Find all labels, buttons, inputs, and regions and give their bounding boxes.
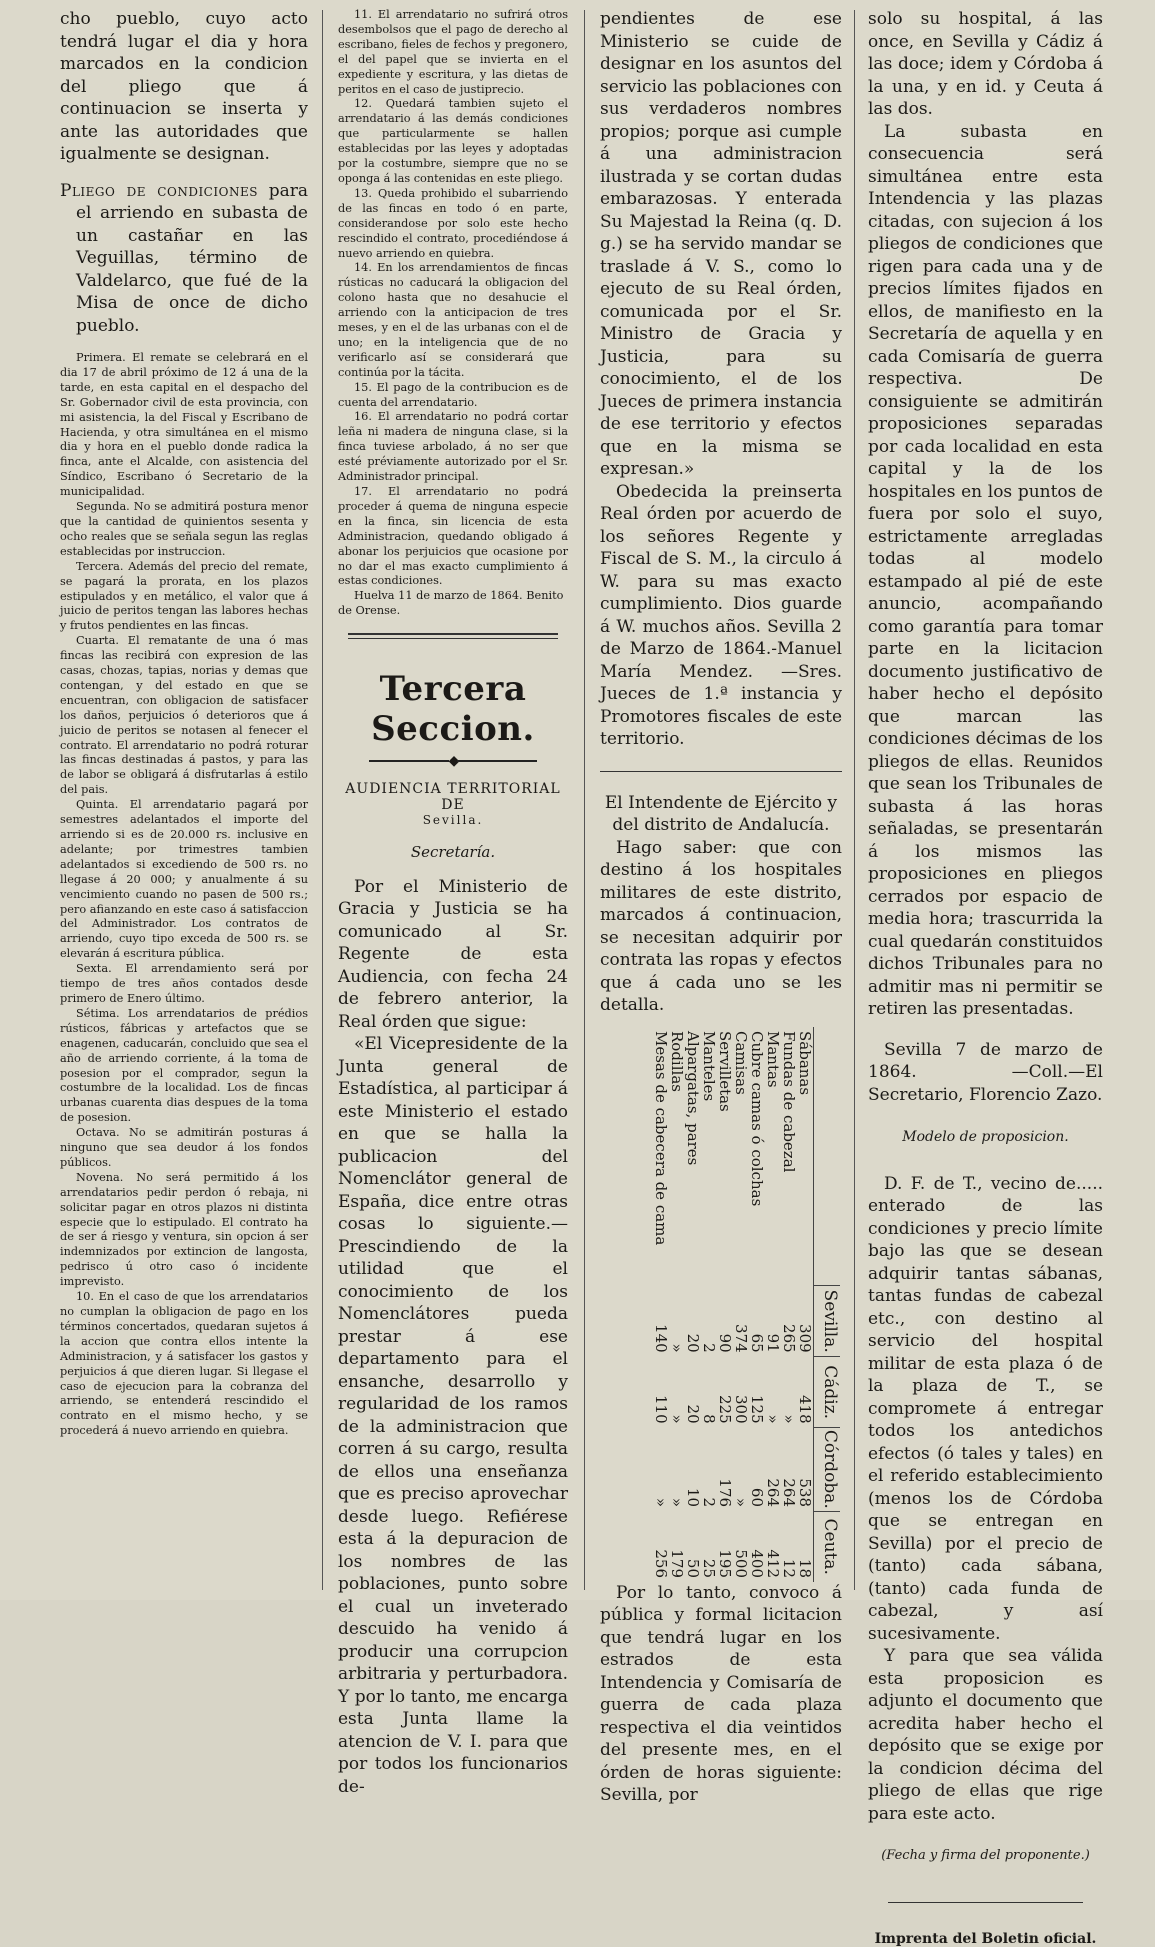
condition-paragraph: Octava. No se admitirán posturas á ninguno que sea deudor á los fondos públicos. [60, 1126, 308, 1169]
condition-paragraph: Sétima. Los arrendatarios de prédios rústicos, fábricas y artefactos que se enagenen, caducarán, concluido que sea el año de arriendo corriente, á la toma de posesion por el comprador, segun la costumbre de la localidad. Los de fincas urbanas cuarenta dias despues de la toma de posesion. [60, 1006, 308, 1125]
intro-text: cho pueblo, cuyo acto tendrá lugar el dia y hora marcados en la condicion del pliego que á continuacion se inserta y ante las autoridades que igualmente se designan. [60, 9, 308, 164]
item-quantity: 225 [716, 1394, 734, 1424]
modelo-paragraph: Y para que sea válida esta proposicion es adjunto el documento que acredita haber hecho el depósito que se exige por la condicion décima del pliego de ellas que rige para este acto. [868, 1646, 1103, 1824]
column-2 [338, 8, 568, 1797]
condition-paragraph: 14. En los arrendamientos de fincas rústicas no caducará la obligacion del colono hasta que no desahucie el arriendo con la anticipacion de tres meses, y en el de las urbanas con el de uno; en la inteligencia que de no verificarlo así se considerará que continúa por la tácita. [338, 261, 568, 379]
item-quantity: » [668, 1343, 686, 1353]
firma-line: (Fecha y firma del proponente.) [881, 1848, 1090, 1863]
column-rule [322, 10, 323, 1590]
item-quantity: 309 [796, 1323, 814, 1353]
table-row [797, 1027, 814, 1582]
item-quantity: 20 [684, 1404, 702, 1424]
pliego-title-caps: Pliego de condiciones [60, 180, 258, 201]
divider [888, 1902, 1083, 1903]
item-quantity: 65 [748, 1333, 766, 1353]
signature-line: Huelva 11 de marzo de 1864. Benito de Orense. [338, 589, 564, 618]
item-label: Manteles [700, 1030, 718, 1101]
item-label: Alpargatas, pares [684, 1030, 702, 1165]
column-3 [600, 8, 842, 1805]
table-header: Córdoba. [814, 1427, 841, 1510]
item-label: Mantas [764, 1030, 782, 1088]
item-quantity: 264 [780, 1477, 798, 1507]
supplies-table [600, 1027, 842, 1582]
item-label: Camisas [732, 1030, 750, 1095]
table-row [781, 1027, 797, 1582]
item-quantity: 91 [764, 1333, 782, 1353]
body-paragraph: pendientes de ese Ministerio se cuide de designar en los asuntos del servicio las poblaciones con sus verdaderos nombres propios; porque asi cumple á una administracion ilustrada y se cortan dudas embarazosas. Y enterada Su Majestad la Reina (q. D. g.) se ha servido mandar se traslade á V. S., como lo ejecuto de su Real órden, comunicada por el Sr. Ministro de Gracia y Justicia, para su conocimiento, el de los Jueces de primera instancia de ese territorio y efectos que en la misma se expresan.» [600, 9, 842, 479]
item-label: Servilletas [716, 1030, 734, 1112]
item-label: Fundas de cabezal [780, 1030, 798, 1172]
condition-paragraph: Tercera. Además del precio del remate, se pagará la prorata, en los plazos estipulados y en metálico, el valor que á juicio de peritos tengan las labores hechas y frutos pendientes en las fincas. [60, 559, 308, 633]
item-quantity: 12 [780, 1558, 798, 1578]
condition-paragraph: Primera. El remate se celebrará en el dia 17 de abril próximo de 12 á una de la tarde, en esta capital en el despacho del Sr. Gobernador civil de esta provincia, con mi asistencia, la del Fiscal y Escribano de Hacienda, y otra simultánea en el mismo dia y hora en el pueblo donde radica la finca, ante el Alcalde, con asistencia del Síndico, Escribano ó Secretario de la municipalidad. [60, 351, 308, 499]
body-paragraph: Por el Ministerio de Gracia y Justicia se ha comunicado al Sr. Regente de esta Audiencia, con fecha 24 de febrero anterior, la Real órden que sigue: [338, 876, 568, 1032]
item-quantity: » [668, 1497, 686, 1507]
item-quantity: 60 [748, 1487, 766, 1507]
column-1 [60, 8, 308, 1592]
item-quantity: 412 [764, 1548, 782, 1578]
item-label: Mesas de cabecera de cama [652, 1030, 670, 1245]
column-rule [584, 10, 585, 1590]
item-quantity: 2 [700, 1496, 718, 1507]
pliego-title-rest: para el arriendo en subasta de un castañar en las Veguillas, término de Valdelarco, que fué de la Misa de once de dicho pueblo. [76, 180, 308, 336]
item-quantity: 10 [684, 1487, 702, 1507]
condition-paragraph: 10. En el caso de que los arrendatarios no cumplan la obligacion de pago en los términos concertados, quedaran sujetos á la accion que contra ellos intente la Administracion, y á satisfacer los gastos y perjuicios á que dieren lugar. Si llegase el caso de ejecucion para la cobranza del arriendo, se entenderá rescindido el contrato en el mismo hecho, y se procederá á nuevo arriendo en quiebra. [60, 1290, 308, 1438]
item-quantity: 400 [748, 1548, 766, 1578]
item-quantity: 418 [796, 1394, 814, 1424]
condition-paragraph: 12. Quedará tambien sujeto el arrendatario á las demás condiciones que particularmente se hallen establecidas por las leyes y adoptadas por la costumbre, siempre que no se oponga á las contenidas en este pliego. [338, 97, 568, 185]
item-quantity: 140 [652, 1323, 670, 1353]
item-quantity: 256 [652, 1548, 670, 1578]
item-quantity: 125 [748, 1394, 766, 1424]
item-quantity: 179 [668, 1548, 686, 1578]
condition-paragraph: Cuarta. El rematante de una ó mas fincas las recibirá con expresion de las casas, chozas, tapias, norias y demas que contengan, y del estado en que se encuentran, con obligacion de satisfacer los daños, perjuicios ó deterioros que á juicio de peritos se notasen al fenecer el contrato. El arrendatario no podrá roturar las fincas destinadas á pastos, y para las de labor se obligará á disfrutarlas á estilo del pais. [60, 634, 308, 797]
table-row [749, 1027, 765, 1582]
item-quantity: » [652, 1497, 670, 1507]
item-quantity: » [732, 1497, 750, 1507]
section-title: Tercera Seccion. [371, 669, 535, 750]
condition-paragraph: Novena. No será permitido á los arrendatarios pedir perdon ó rebaja, ni solicitar pagar en otros plazos ni distinta especie que lo estipulado. El contrato ha de ser á riesgo y ventura, sin opcion á ser indemnizados por extincion de langosta, pedrisco ú otro caso ó incidente imprevisto. [60, 1170, 308, 1289]
condition-paragraph: Quinta. El arrendatario pagará por semestres adelantados el importe del arriendo si es de 20.000 rs. inclusive en adelante; por trimestres tambien adelantados si excediendo de 500 rs. no llegase á 20 000; y anualmente á su vencimiento cuando no pasen de 500 rs.; pero afianzando en este caso á satisfaccion del Administrador. Los contratos de arriendo, cuyo tipo exceda de 500 rs. se elevarán á escritura pública. [60, 798, 308, 961]
item-quantity: 110 [652, 1394, 670, 1424]
item-quantity: 265 [780, 1323, 798, 1353]
body-paragraph: «El Vicepresidente de la Junta general de Estadística, al participar á este Ministerio el estado en que se halla la publicacion del Nomenclátor general de España, dice entre otras cosas lo siguiente.—Prescindiendo de la utilidad que el conocimiento de los Nomenclátores pueda prestar á ese departamento para el ensanche, desarrollo y regularidad de los ramos de la administracion que corren á su cargo, resulta de ellos una enseñanza que es preciso aprovechar desde luego. Refiérese esta á la depuracion de los nombres de las poblaciones, punto sobre el cual un inveterado descuido ha venido á producir una corrupcion arbitraria y perturbadora. Y por lo tanto, me encarga esta Junta llame la atencion de V. I. para que por todos los funcionarios de- [338, 1034, 568, 1797]
condition-paragraph: 15. El pago de la contribucion es de cuenta del arrendatario. [338, 380, 568, 409]
item-quantity: 176 [716, 1477, 734, 1507]
pliego-title [60, 180, 308, 338]
body-paragraph: Obedecida la preinserta Real órden por acuerdo de los señores Regente y Fiscal de S. M., la circulo á W. para su mas exacto cumplimiento. Dios guarde á W. muchos años. Sevilla 2 de Marzo de 1864.-Manuel María Mendez. —Sres. Jueces de 1.ª instancia y Promotores fiscales de este territorio. [600, 481, 842, 749]
item-quantity: 538 [796, 1477, 814, 1507]
condition-paragraph: 17. El arrendatario no podrá proceder á quema de ninguna especie en la finca, sin licencia de esta Administracion, quedando obligado á abonar los perjuicios que ocasione por no dar el mas exacto cumplimiento á estas condiciones. [338, 485, 568, 588]
audiencia-heading: AUDIENCIA TERRITORIAL DE [345, 781, 561, 814]
item-quantity: » [668, 1413, 686, 1424]
table-row [701, 1027, 717, 1582]
hago-saber-paragraph: Hago saber: que con destino á los hospitales militares de este distrito, marcados á continuacion, se necesitan adquirir por contrata las ropas y efectos que á cada uno se les detalla. [600, 837, 842, 1015]
condition-paragraph: Sexta. El arrendamiento será por tiempo de tres años contados desde primero de Enero último. [60, 962, 308, 1005]
item-quantity: 264 [764, 1477, 782, 1507]
divider [348, 633, 558, 639]
item-label: Cubre camas ó colchas [748, 1030, 766, 1206]
item-quantity: 50 [684, 1558, 702, 1578]
item-label: Sábanas [796, 1030, 814, 1095]
imprint-footer: Imprenta del Boletin oficial. [874, 1930, 1097, 1947]
table-row [717, 1027, 733, 1582]
table-row [669, 1027, 685, 1582]
item-quantity: 374 [732, 1323, 750, 1353]
table-header: Cádiz. [814, 1356, 841, 1427]
item-quantity: » [780, 1413, 798, 1424]
por-tanto-paragraph: Por lo tanto, convoco á pública y formal licitacion que tendrá lugar en los estrados de esta Intendencia y Comisaría de guerra de cada plaza respectiva el dia veintidos del presente mes, en el órden de horas siguiente: Sevilla, por [600, 1582, 842, 1805]
date-signature: Sevilla 7 de marzo de 1864. —Coll.—El Secretario, Florencio Zazo. [868, 1039, 1103, 1105]
item-quantity: 20 [684, 1333, 702, 1353]
table-header: Sevilla. [814, 1285, 841, 1356]
table-row [653, 1027, 669, 1582]
modelo-heading: Modelo de proposicion. [902, 1129, 1069, 1145]
condition-paragraph: 11. El arrendatario no sufrirá otros desembolsos que el pago de derecho al escribano, fieles de fechos y pregonero, el del papel que se invierta en el expediente y escritura, y las dietas de peritos en el caso de justiprecio. [338, 8, 568, 96]
column-4 [868, 8, 1103, 1947]
table-row [685, 1027, 701, 1582]
item-quantity: 90 [716, 1333, 734, 1353]
item-quantity: 195 [716, 1548, 734, 1578]
table-header: Ceuta. [814, 1511, 841, 1582]
item-quantity: 500 [732, 1548, 750, 1578]
item-quantity: 300 [732, 1394, 750, 1424]
secretaria-heading: Secretaría. [410, 843, 496, 862]
item-quantity: 2 [700, 1342, 718, 1353]
intendente-heading: El Intendente de Ejército y del distrito de Andalucía. [604, 792, 838, 835]
table-row [765, 1027, 781, 1582]
condition-paragraph: 16. El arrendatario no podrá cortar leña ni madera de ninguna clase, si la finca tuviese arbolado, á no ser que esté préviamente autorizado por el Sr. Administrador principal. [338, 410, 568, 484]
body-paragraph: La subasta en consecuencia será simultánea entre esta Intendencia y las plazas citadas, con sujecion á los pliegos de condiciones que rigen para cada una y de precios límites fijados en ellos, de manifiesto en la Secretaría de aquella y en cada Comisaría de guerra respectiva. De consiguiente se admitirán proposiciones separadas por cada localidad en esta capital y la de los hospitales en los puntos de fuera por solo el suyo, estrictamente arregladas todas al modelo estampado al pié de este anuncio, acompañando como garantía para tomar parte en la licitacion documento justificativo de haber hecho el depósito que marcan las condiciones décimas de los pliegos de ellas. Reunidos que sean los Tribunales de subasta á las horas señaladas, se presentarán á los mismos las proposiciones en pliegos cerrados por espacio de media hora; trascurrida la cual quedarán constituidos dichos Tribunales para no admitir mas ni permitir se retiren las presentadas. [868, 121, 1103, 1019]
item-quantity: » [764, 1413, 782, 1424]
modelo-paragraph: D. F. de T., vecino de..... enterado de las condiciones y precio límite bajo las que se desean adquirir tantas sábanas, tantas fundas de cabezal etc., con destino al servicio del hospital militar de esta plaza ó de la plaza de T., se compromete á entregar todos los antedichos efectos (ó tales y tales) en el referido establecimiento (menos los de Córdoba que se entregan en Sevilla) por el precio de (tanto) cada sábana, (tanto) cada funda de cabezal, y así sucesivamente. [868, 1173, 1103, 1644]
item-quantity: 25 [700, 1558, 718, 1578]
table-row [733, 1027, 749, 1582]
item-quantity: 8 [700, 1413, 718, 1424]
ornament-divider: ◆ [338, 753, 568, 769]
body-paragraph: solo su hospital, á las once, en Sevilla y Cádiz á las doce; idem y Córdoba á la una, y en id. y Ceuta á las dos. [868, 9, 1103, 119]
divider [600, 771, 842, 772]
item-quantity: 18 [796, 1558, 814, 1578]
condition-paragraph: 13. Queda prohibido el subarriendo de las fincas en todo ó en parte, considerandose por solo este hecho rescindido el contrato, procediéndose á nuevo arriendo en quiebra. [338, 186, 568, 260]
column-rule [854, 10, 855, 1590]
item-label: Rodillas [668, 1030, 686, 1092]
condition-paragraph: Segunda. No se admitirá postura menor que la cantidad de quinientos sesenta y ocho reales que se señala segun las reglas establecidas por instruccion. [60, 500, 308, 558]
sevilla-heading: Sevilla. [422, 813, 484, 828]
